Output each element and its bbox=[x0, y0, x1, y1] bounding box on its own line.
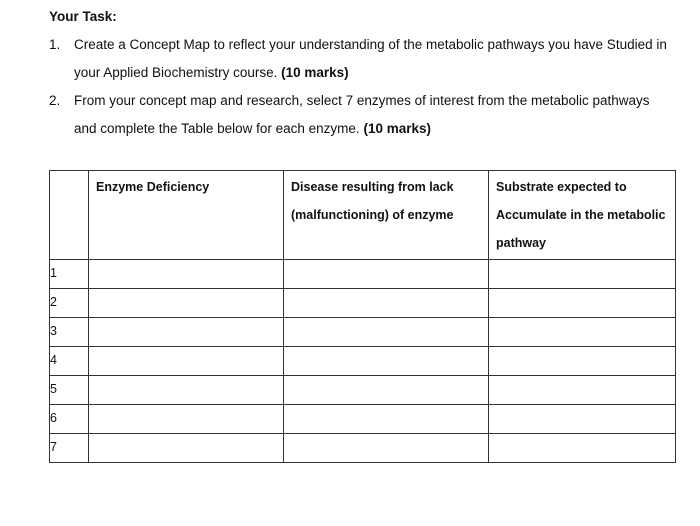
task-description: Create a Concept Map to reflect your understanding of the metabolic pathways you have Studied in your Applied Biochemistry course. bbox=[74, 37, 667, 80]
disease-cell[interactable] bbox=[284, 318, 489, 347]
task-description: From your concept map and research, select 7 enzymes of interest from the metabolic pathways and complete the Table below for each enzyme. bbox=[74, 93, 650, 136]
enzyme-cell[interactable] bbox=[89, 405, 284, 434]
row-number: 5 bbox=[50, 376, 89, 405]
header-disease: Disease resulting from lack (malfunctioning) of enzyme bbox=[284, 171, 489, 260]
substrate-cell[interactable] bbox=[489, 289, 676, 318]
enzyme-cell[interactable] bbox=[89, 318, 284, 347]
disease-cell[interactable] bbox=[284, 347, 489, 376]
table-row bbox=[50, 376, 676, 405]
table-row bbox=[50, 318, 676, 347]
enzyme-cell[interactable] bbox=[89, 347, 284, 376]
task-number: 1. bbox=[49, 37, 61, 52]
enzyme-cell[interactable] bbox=[89, 434, 284, 463]
substrate-cell[interactable] bbox=[489, 260, 676, 289]
disease-cell[interactable] bbox=[284, 434, 489, 463]
row-number: 6 bbox=[50, 405, 89, 434]
task-text bbox=[74, 31, 674, 87]
disease-cell[interactable] bbox=[284, 405, 489, 434]
row-number: 1 bbox=[50, 260, 89, 289]
row-number: 7 bbox=[50, 434, 89, 463]
row-number: 3 bbox=[50, 318, 89, 347]
enzyme-cell[interactable] bbox=[89, 260, 284, 289]
enzyme-cell[interactable] bbox=[89, 376, 284, 405]
row-number: 4 bbox=[50, 347, 89, 376]
table-row bbox=[50, 289, 676, 318]
header-number-cell bbox=[50, 171, 89, 260]
table-row bbox=[50, 434, 676, 463]
task-marks: (10 marks) bbox=[281, 65, 349, 80]
substrate-cell[interactable] bbox=[489, 347, 676, 376]
substrate-cell[interactable] bbox=[489, 376, 676, 405]
disease-cell[interactable] bbox=[284, 376, 489, 405]
enzyme-cell[interactable] bbox=[89, 289, 284, 318]
task-text bbox=[74, 87, 674, 143]
task-heading: Your Task: bbox=[49, 9, 117, 24]
disease-cell[interactable] bbox=[284, 260, 489, 289]
table-row bbox=[50, 405, 676, 434]
task-marks: (10 marks) bbox=[363, 121, 431, 136]
header-enzyme-deficiency: Enzyme Deficiency bbox=[89, 171, 284, 260]
enzyme-table bbox=[49, 170, 676, 463]
table-header-row bbox=[50, 171, 676, 260]
row-number: 2 bbox=[50, 289, 89, 318]
table-row bbox=[50, 347, 676, 376]
substrate-cell[interactable] bbox=[489, 405, 676, 434]
disease-cell[interactable] bbox=[284, 289, 489, 318]
substrate-cell[interactable] bbox=[489, 434, 676, 463]
header-substrate: Substrate expected to Accumulate in the metabolic pathway bbox=[489, 171, 676, 260]
substrate-cell[interactable] bbox=[489, 318, 676, 347]
table-row bbox=[50, 260, 676, 289]
task-number: 2. bbox=[49, 93, 61, 108]
